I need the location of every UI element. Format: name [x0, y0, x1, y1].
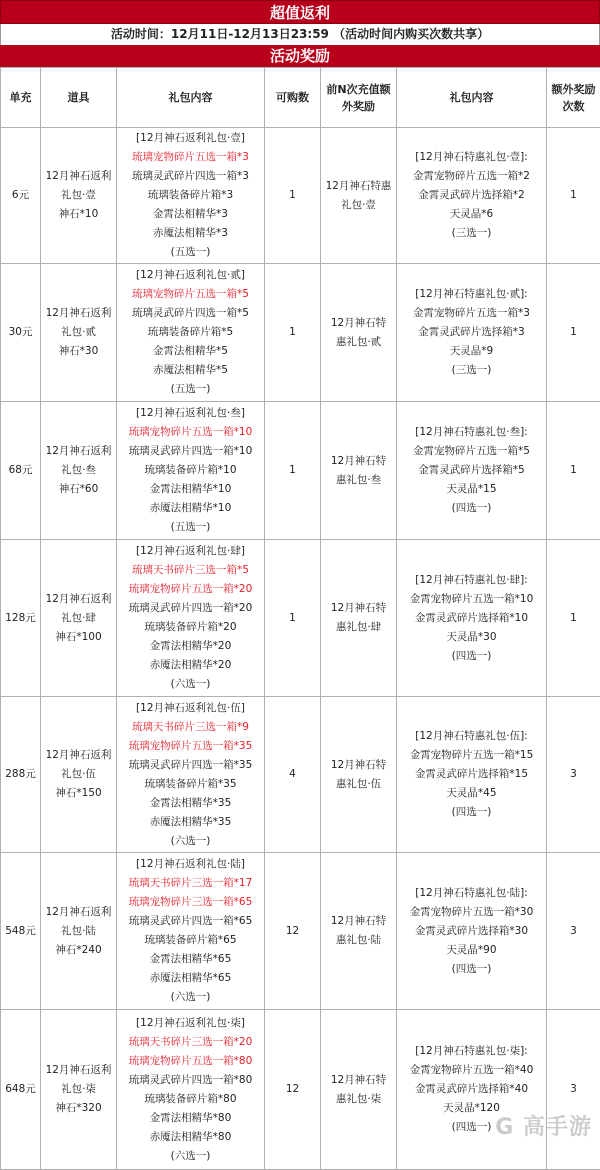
- pack-item: 琉璃灵武碎片四选一箱*35: [117, 756, 264, 775]
- extra-item: 金霄灵武碎片选择箱*2: [397, 186, 546, 205]
- section-title: 活动奖励: [0, 45, 600, 67]
- page-title: 超值返利: [0, 0, 600, 24]
- extra-content-cell: [397, 697, 547, 853]
- item-cell: [41, 540, 117, 697]
- extra-pack-line: 12月神石特惠: [321, 177, 396, 196]
- extra-times-cell: 1: [547, 540, 600, 697]
- extra-item: 金霄宠物碎片五选一箱*3: [397, 304, 546, 323]
- extra-item: 金霄宠物碎片五选一箱*30: [397, 903, 546, 922]
- watermark-logo: G 高手游: [495, 1110, 592, 1141]
- extra-item: 天灵晶*30: [397, 628, 546, 647]
- extra-content-cell: [397, 402, 547, 540]
- extra-item: 金霄宠物碎片五选一箱*10: [397, 590, 546, 609]
- col-header-extra-pack: 前N次充值额外奖励: [321, 68, 397, 128]
- extra-choice: (四选一): [397, 647, 546, 666]
- extra-times-cell: 3: [547, 853, 600, 1010]
- table-row: [1, 540, 600, 697]
- extra-choice: (三选一): [397, 224, 546, 243]
- item-line: 神石*320: [41, 1099, 116, 1118]
- extra-pack-line: 12月神石特: [321, 599, 396, 618]
- pack-item-highlight: 琉璃宠物碎片五选一箱*80: [117, 1052, 264, 1071]
- pack-content-cell: [117, 402, 265, 540]
- pack-choice: (六选一): [117, 675, 264, 694]
- extra-title: [12月神石特惠礼包·肆]:: [397, 571, 546, 590]
- col-header-item: 道具: [41, 68, 117, 128]
- extra-title: [12月神石特惠礼包·伍]:: [397, 727, 546, 746]
- item-line: 神石*240: [41, 941, 116, 960]
- extra-item: 天灵晶*6: [397, 205, 546, 224]
- item-line: 礼包·伍: [41, 765, 116, 784]
- table-header-row: [1, 68, 600, 128]
- extra-title: [12月神石特惠礼包·陆]:: [397, 884, 546, 903]
- item-line: 神石*10: [41, 205, 116, 224]
- extra-content-cell: [397, 853, 547, 1010]
- extra-item: 金霄灵武碎片选择箱*3: [397, 323, 546, 342]
- pack-title: [12月神石返利礼包·壹]: [117, 129, 264, 148]
- price-cell: 648元: [1, 1010, 41, 1170]
- pack-content-cell: [117, 540, 265, 697]
- extra-content-cell: [397, 540, 547, 697]
- item-line: 12月神石返利: [41, 746, 116, 765]
- extra-item: 天灵晶*9: [397, 342, 546, 361]
- pack-item: 赤魇法相精华*20: [117, 656, 264, 675]
- item-line: 礼包·陆: [41, 922, 116, 941]
- pack-item-highlight: 琉璃宠物碎片三选一箱*65: [117, 893, 264, 912]
- pack-item: 金霄法相精华*65: [117, 950, 264, 969]
- pack-item: 琉璃装备碎片箱*5: [117, 323, 264, 342]
- price-cell: 6元: [1, 128, 41, 264]
- extra-pack-line: 惠礼包·肆: [321, 618, 396, 637]
- pack-content-cell: [117, 128, 265, 264]
- pack-title: [12月神石返利礼包·伍]: [117, 699, 264, 718]
- pack-item-highlight: 琉璃宠物碎片五选一箱*5: [117, 285, 264, 304]
- item-line: 礼包·贰: [41, 323, 116, 342]
- extra-item: 金霄灵武碎片选择箱*15: [397, 765, 546, 784]
- item-cell: [41, 128, 117, 264]
- pack-content-cell: [117, 264, 265, 402]
- pack-title: [12月神石返利礼包·贰]: [117, 266, 264, 285]
- col-header-extra-times: 额外奖励次数: [547, 68, 600, 128]
- extra-title: [12月神石特惠礼包·壹]:: [397, 148, 546, 167]
- extra-pack-cell: [321, 853, 397, 1010]
- item-cell: [41, 264, 117, 402]
- price-cell: 288元: [1, 697, 41, 853]
- extra-pack-cell: [321, 1010, 397, 1170]
- count-cell: 1: [265, 402, 321, 540]
- pack-item: 赤魇法相精华*80: [117, 1128, 264, 1147]
- item-cell: [41, 697, 117, 853]
- item-line: 12月神石返利: [41, 442, 116, 461]
- extra-times-cell: 1: [547, 128, 600, 264]
- item-line: 神石*60: [41, 480, 116, 499]
- extra-item: 金霄宠物碎片五选一箱*2: [397, 167, 546, 186]
- table-row: [1, 128, 600, 264]
- pack-item: 金霄法相精华*80: [117, 1109, 264, 1128]
- table-row: [1, 1010, 600, 1170]
- pack-item: 琉璃装备碎片箱*3: [117, 186, 264, 205]
- item-line: 神石*30: [41, 342, 116, 361]
- extra-pack-line: 惠礼包·伍: [321, 775, 396, 794]
- extra-times-cell: 3: [547, 697, 600, 853]
- pack-item-highlight: 琉璃天书碎片三选一箱*5: [117, 561, 264, 580]
- extra-item: 金霄灵武碎片选择箱*40: [397, 1080, 546, 1099]
- extra-pack-line: 12月神石特: [321, 1071, 396, 1090]
- extra-choice: (四选一): [397, 499, 546, 518]
- price-cell: 30元: [1, 264, 41, 402]
- extra-pack-cell: [321, 402, 397, 540]
- pack-title: [12月神石返利礼包·柒]: [117, 1014, 264, 1033]
- pack-item: 金霄法相精华*35: [117, 794, 264, 813]
- count-cell: 1: [265, 540, 321, 697]
- pack-choice: (五选一): [117, 380, 264, 399]
- extra-item: 金霄宠物碎片五选一箱*15: [397, 746, 546, 765]
- pack-item-highlight: 琉璃天书碎片三选一箱*9: [117, 718, 264, 737]
- pack-item: 赤魇法相精华*65: [117, 969, 264, 988]
- pack-item: 金霄法相精华*20: [117, 637, 264, 656]
- pack-choice: (六选一): [117, 988, 264, 1007]
- extra-pack-cell: [321, 264, 397, 402]
- extra-pack-line: 12月神石特: [321, 756, 396, 775]
- pack-title: [12月神石返利礼包·陆]: [117, 855, 264, 874]
- table-row: [1, 402, 600, 540]
- extra-item: 天灵晶*45: [397, 784, 546, 803]
- count-cell: 4: [265, 697, 321, 853]
- pack-item: 琉璃灵武碎片四选一箱*10: [117, 442, 264, 461]
- pack-item: 赤魇法相精华*35: [117, 813, 264, 832]
- extra-times-cell: 1: [547, 264, 600, 402]
- event-time-text: 活动时间：12月11日-12月13日23:59 （活动时间内购买次数共享）: [0, 24, 600, 45]
- price-cell: 548元: [1, 853, 41, 1010]
- pack-choice: (五选一): [117, 243, 264, 262]
- extra-choice: (三选一): [397, 361, 546, 380]
- extra-pack-line: 惠礼包·陆: [321, 931, 396, 950]
- price-cell: 128元: [1, 540, 41, 697]
- count-cell: 12: [265, 1010, 321, 1170]
- extra-pack-cell: [321, 128, 397, 264]
- extra-times-cell: 1: [547, 402, 600, 540]
- pack-title: [12月神石返利礼包·肆]: [117, 542, 264, 561]
- extra-item: 金霄灵武碎片选择箱*5: [397, 461, 546, 480]
- pack-item: 琉璃灵武碎片四选一箱*5: [117, 304, 264, 323]
- count-cell: 1: [265, 128, 321, 264]
- table-body: [1, 128, 600, 1170]
- item-line: 12月神石返利: [41, 1061, 116, 1080]
- pack-item: 琉璃装备碎片箱*80: [117, 1090, 264, 1109]
- pack-item: 琉璃装备碎片箱*10: [117, 461, 264, 480]
- pack-item: 金霄法相精华*5: [117, 342, 264, 361]
- item-line: 12月神石返利: [41, 590, 116, 609]
- extra-item: 金霄灵武碎片选择箱*30: [397, 922, 546, 941]
- item-cell: [41, 853, 117, 1010]
- pack-item: 琉璃灵武碎片四选一箱*3: [117, 167, 264, 186]
- item-line: 12月神石返利: [41, 304, 116, 323]
- pack-item: 琉璃装备碎片箱*20: [117, 618, 264, 637]
- extra-item: 金霄宠物碎片五选一箱*40: [397, 1061, 546, 1080]
- extra-pack-line: 礼包·壹: [321, 196, 396, 215]
- col-header-pack-content: 礼包内容: [117, 68, 265, 128]
- item-line: 礼包·壹: [41, 186, 116, 205]
- pack-content-cell: [117, 853, 265, 1010]
- extra-pack-line: 12月神石特: [321, 452, 396, 471]
- extra-pack-line: 惠礼包·叁: [321, 471, 396, 490]
- extra-item: 金霄宠物碎片五选一箱*5: [397, 442, 546, 461]
- item-line: 礼包·叁: [41, 461, 116, 480]
- count-cell: 12: [265, 853, 321, 1010]
- price-cell: 68元: [1, 402, 41, 540]
- extra-title: [12月神石特惠礼包·柒]:: [397, 1042, 546, 1061]
- pack-title: [12月神石返利礼包·叁]: [117, 404, 264, 423]
- pack-content-cell: [117, 697, 265, 853]
- pack-item: 琉璃灵武碎片四选一箱*65: [117, 912, 264, 931]
- extra-times-cell: 3: [547, 1010, 600, 1170]
- extra-choice: (四选一): [397, 803, 546, 822]
- table-row: [1, 264, 600, 402]
- pack-item: 琉璃灵武碎片四选一箱*20: [117, 599, 264, 618]
- col-header-count: 可购数: [265, 68, 321, 128]
- extra-item: 金霄灵武碎片选择箱*10: [397, 609, 546, 628]
- pack-content-cell: [117, 1010, 265, 1170]
- extra-pack-line: 惠礼包·柒: [321, 1090, 396, 1109]
- pack-item: 赤魇法相精华*3: [117, 224, 264, 243]
- pack-choice: (五选一): [117, 518, 264, 537]
- item-line: 礼包·肆: [41, 609, 116, 628]
- item-line: 12月神石返利: [41, 167, 116, 186]
- pack-item-highlight: 琉璃天书碎片三选一箱*20: [117, 1033, 264, 1052]
- pack-item: 赤魇法相精华*5: [117, 361, 264, 380]
- extra-pack-line: 12月神石特: [321, 912, 396, 931]
- pack-item: 金霄法相精华*3: [117, 205, 264, 224]
- pack-item-highlight: 琉璃宠物碎片五选一箱*3: [117, 148, 264, 167]
- table-row: [1, 853, 600, 1010]
- extra-title: [12月神石特惠礼包·叁]:: [397, 423, 546, 442]
- item-cell: [41, 1010, 117, 1170]
- item-line: 12月神石返利: [41, 903, 116, 922]
- extra-content-cell: [397, 264, 547, 402]
- col-header-price: 单充: [1, 68, 41, 128]
- pack-choice: (六选一): [117, 1147, 264, 1166]
- pack-item: 琉璃装备碎片箱*35: [117, 775, 264, 794]
- extra-item: 天灵晶*120: [397, 1099, 546, 1118]
- extra-pack-cell: [321, 540, 397, 697]
- extra-pack-line: 惠礼包·贰: [321, 333, 396, 352]
- extra-item: 天灵晶*90: [397, 941, 546, 960]
- table-row: [1, 697, 600, 853]
- reward-table: [0, 67, 600, 1170]
- extra-content-cell: [397, 1010, 547, 1170]
- pack-item: 赤魇法相精华*10: [117, 499, 264, 518]
- item-line: 礼包·柒: [41, 1080, 116, 1099]
- pack-item-highlight: 琉璃天书碎片三选一箱*17: [117, 874, 264, 893]
- pack-item-highlight: 琉璃宠物碎片五选一箱*35: [117, 737, 264, 756]
- item-line: 神石*100: [41, 628, 116, 647]
- col-header-extra-content: 礼包内容: [397, 68, 547, 128]
- extra-content-cell: [397, 128, 547, 264]
- extra-choice: (四选一): [397, 960, 546, 979]
- extra-pack-cell: [321, 697, 397, 853]
- pack-choice: (六选一): [117, 832, 264, 851]
- pack-item-highlight: 琉璃宠物碎片五选一箱*10: [117, 423, 264, 442]
- item-cell: [41, 402, 117, 540]
- extra-item: 天灵晶*15: [397, 480, 546, 499]
- pack-item-highlight: 琉璃宠物碎片五选一箱*20: [117, 580, 264, 599]
- count-cell: 1: [265, 264, 321, 402]
- pack-item: 金霄法相精华*10: [117, 480, 264, 499]
- extra-title: [12月神石特惠礼包·贰]:: [397, 285, 546, 304]
- item-line: 神石*150: [41, 784, 116, 803]
- extra-choice: (四选一): [397, 1118, 546, 1137]
- pack-item: 琉璃灵武碎片四选一箱*80: [117, 1071, 264, 1090]
- extra-pack-line: 12月神石特: [321, 314, 396, 333]
- pack-item: 琉璃装备碎片箱*65: [117, 931, 264, 950]
